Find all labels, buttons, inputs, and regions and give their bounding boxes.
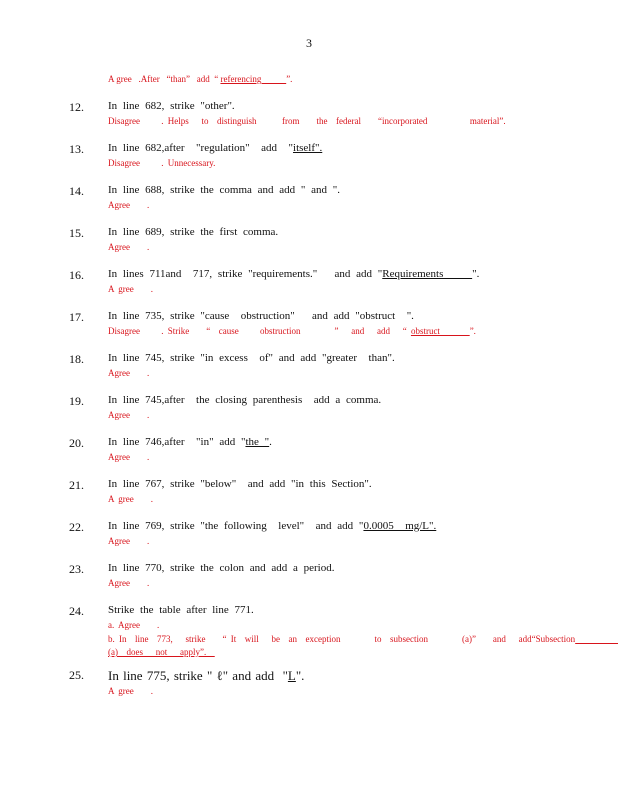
response-b-text: b. In line 773, strike “ It will be an exception to subsection (a)” and add“Subsection xyxy=(108,634,576,644)
response-underlined: obstruct xyxy=(410,326,470,336)
comment-item-15 xyxy=(0,226,618,268)
item-text-pre: In line 769, strike "the following level" and add " xyxy=(108,520,364,532)
item-number: 23. xyxy=(69,562,84,576)
comment-item-12 xyxy=(0,100,618,142)
comment-item-13 xyxy=(0,142,618,184)
intro-underlined: referencing xyxy=(220,74,287,84)
response-text: Agree . xyxy=(108,536,150,546)
comment-list xyxy=(0,100,618,710)
item-response xyxy=(108,200,149,210)
item-response xyxy=(108,494,153,504)
comment-item-14 xyxy=(0,184,618,226)
item-response xyxy=(108,410,149,420)
intro-response xyxy=(108,74,292,84)
comment-item-22 xyxy=(0,520,618,562)
item-text-pre: In line 746,after "in" add " xyxy=(108,436,246,448)
comment-item-17 xyxy=(0,310,618,352)
item-text-underlined: itself". xyxy=(293,142,323,154)
item-response: A gree . xyxy=(108,686,153,696)
item-response-a: a. Agree . xyxy=(108,620,160,630)
intro-suffix: ”. xyxy=(286,74,293,84)
response-post: ”. xyxy=(469,326,476,336)
item-text-pre: In line 745, strike "in excess of" and add "greater than". xyxy=(108,352,395,364)
comment-item-21 xyxy=(0,478,618,520)
item-text-post: ". xyxy=(472,268,480,280)
item-response xyxy=(108,452,149,462)
item-response xyxy=(108,578,149,588)
item-response xyxy=(108,284,153,294)
response-c-underlined: (a) does not apply”. xyxy=(108,647,215,657)
item-text xyxy=(108,226,278,238)
item-number: 18. xyxy=(69,352,84,366)
response-text: Agree . xyxy=(108,578,150,588)
item-text-pre: In line 770, strike the colon and add a period. xyxy=(108,562,335,574)
item-text-pre: In lines 711and 717, strike "requirements." and add " xyxy=(108,268,383,280)
item-number: 22. xyxy=(69,520,84,534)
item-number: 25. xyxy=(69,668,84,682)
comment-item-16 xyxy=(0,268,618,310)
response-text: Agree . xyxy=(108,200,150,210)
item-number: 17. xyxy=(69,310,84,324)
item-text xyxy=(108,478,372,490)
item-response xyxy=(108,368,149,378)
item-text-pre: In line 735, strike "cause obstruction" and add "obstruct ". xyxy=(108,310,414,322)
item-number: 14. xyxy=(69,184,84,198)
item-response xyxy=(108,326,476,336)
response-text: Disagree . Unnecessary. xyxy=(108,158,216,168)
response-text: Agree . xyxy=(108,368,150,378)
item-text-pre: In line 689, strike the first comma. xyxy=(108,226,279,238)
response-text: A gree . xyxy=(108,494,153,504)
item-text xyxy=(108,100,235,112)
response-text: Agree . xyxy=(108,410,150,420)
comment-item-20 xyxy=(0,436,618,478)
item-text-pre: In line 682,after "regulation" add " xyxy=(108,142,294,154)
response-text: Disagree . Helps to distinguish from the federal “incorporated material”. xyxy=(108,116,506,126)
response-text: A gree . xyxy=(108,284,153,294)
response-b-underlined xyxy=(575,634,618,644)
item-text-underlined: the " xyxy=(245,436,270,448)
item-number: 20. xyxy=(69,436,84,450)
comment-item-23 xyxy=(0,562,618,604)
item-text-pre: In line 745,after the closing parenthesis add a comma. xyxy=(108,394,382,406)
item-response xyxy=(108,116,506,126)
item-text xyxy=(108,520,436,532)
item-number: 16. xyxy=(69,268,84,282)
item-number: 21. xyxy=(69,478,84,492)
item-response xyxy=(108,536,149,546)
response-text: Agree . xyxy=(108,452,150,462)
intro-prefix: A gree .After “than” add “ xyxy=(108,74,221,84)
item-text-underlined: Requirements xyxy=(382,268,473,280)
item-response-c xyxy=(108,647,215,657)
item-text-underlined: L xyxy=(287,668,296,683)
item-text xyxy=(108,352,395,364)
item-text: Strike the table after line 771. xyxy=(108,604,254,616)
item-text xyxy=(108,436,272,448)
item-number: 12. xyxy=(69,100,84,114)
item-number: 19. xyxy=(69,394,84,408)
item-text-post: . xyxy=(269,436,272,448)
item-text xyxy=(108,668,304,684)
item-text xyxy=(108,268,479,280)
item-text xyxy=(108,184,340,196)
comment-item-24 xyxy=(0,604,618,668)
item-text-pre: In line 682, strike "other". xyxy=(108,100,235,112)
item-response-b xyxy=(108,634,618,644)
comment-item-18 xyxy=(0,352,618,394)
item-text xyxy=(108,562,334,574)
item-text-pre: In line 775, strike " ℓ" and add " xyxy=(108,668,288,683)
item-text-pre: In line 767, strike "below" and add "in this Section". xyxy=(108,478,372,490)
item-text xyxy=(108,142,322,154)
item-text-underlined: 0.0005 mg/L". xyxy=(363,520,437,532)
item-text xyxy=(108,394,381,406)
item-response xyxy=(108,242,149,252)
page-number: 3 xyxy=(306,36,312,50)
item-number: 24. xyxy=(69,604,84,618)
item-number: 13. xyxy=(69,142,84,156)
item-response xyxy=(108,158,215,168)
item-text-pre: In line 688, strike the comma and add " and ". xyxy=(108,184,341,196)
item-text-post: ". xyxy=(295,668,305,683)
item-number: 15. xyxy=(69,226,84,240)
comment-item-25 xyxy=(0,668,618,710)
comment-item-19 xyxy=(0,394,618,436)
response-text: Disagree . Strike “ cause obstruction ” and add “ xyxy=(108,326,411,336)
response-text: Agree . xyxy=(108,242,150,252)
item-text xyxy=(108,310,414,322)
